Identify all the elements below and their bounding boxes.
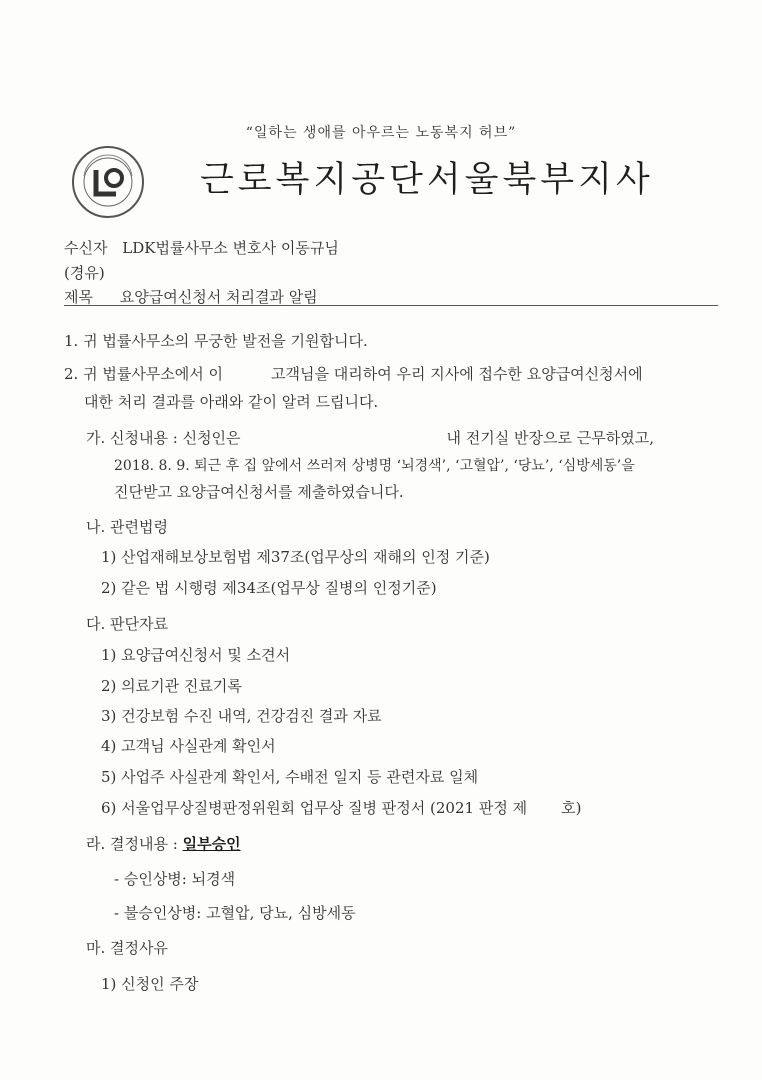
section-da-item-6-part-b: 호): [561, 799, 582, 817]
decision-result: 일부승인: [182, 835, 241, 853]
subject-label: 제목: [64, 288, 93, 306]
paragraph-2-line-1: [64, 363, 643, 384]
agency-seal-logo: [70, 144, 146, 220]
section-na-heading: 나. 관련법령: [86, 518, 168, 536]
section-da-item-6-part-a: 6) 서울업무상질병판정위원회 업무상 질병 판정서 (2021 판정 제: [101, 799, 528, 817]
subject-value: 요양급여신청서 처리결과 알림: [119, 288, 318, 306]
paragraph-2-line-2: 대한 처리 결과를 아래와 같이 알려 드립니다.: [84, 393, 379, 411]
section-na-item: 1) 산업재해보상보험법 제37조(업무상의 재해의 인정 기준): [101, 548, 490, 566]
section-da-item: 2) 의료기관 진료기록: [101, 677, 242, 695]
section-ma-heading: 마. 결정사유: [86, 939, 168, 957]
section-ga-line-1: [86, 427, 654, 448]
section-ga-part-a: 가. 신청내용 : 신청인은: [86, 429, 241, 447]
section-ra-label: 라. 결정내용 :: [86, 835, 178, 853]
section-ga-line-3: 진단받고 요양급여신청서를 제출하였습니다.: [114, 483, 404, 501]
section-da-item: 1) 요양급여신청서 및 소견서: [101, 646, 291, 664]
via-line: (경유): [64, 264, 105, 282]
organization-name: 근로복지공단서울북부지사: [200, 160, 654, 200]
paragraph-2-part-a: 2. 귀 법률사무소에서 이: [64, 365, 224, 383]
section-ra-item: - 불승인상병: 고혈압, 당뇨, 심방세동: [114, 904, 356, 922]
section-ra-heading: [86, 833, 241, 854]
section-na-item: 2) 같은 법 시행령 제34조(업무상 질병의 인정기준): [101, 579, 437, 597]
section-da-item: 3) 건강보험 수진 내역, 건강검진 결과 자료: [101, 707, 382, 725]
section-ra-item: - 승인상병: 뇌경색: [114, 870, 236, 888]
recipient-line: [64, 237, 339, 258]
section-da-item: 4) 고객님 사실관계 확인서: [101, 737, 276, 755]
slogan: “일하는 생애를 아우르는 노동복지 허브”: [245, 125, 517, 141]
paragraph-1: 1. 귀 법률사무소의 무궁한 발전을 기원합니다.: [64, 332, 368, 350]
header-divider: [64, 305, 718, 306]
subject-line: [64, 286, 318, 307]
recipient-value: LDK법률사무소 변호사 이동규님: [122, 239, 339, 257]
section-ma-item: 1) 신청인 주장: [101, 975, 199, 993]
section-da-item: 5) 사업주 사실관계 확인서, 수배전 일지 등 관련자료 일체: [101, 768, 479, 786]
section-ga-line-2: 2018. 8. 9. 퇴근 후 집 앞에서 쓰러져 상병명 ‘뇌경색’, ‘고혈압’, ‘당뇨’, ‘심방세동’을: [114, 458, 635, 474]
section-da-heading: 다. 판단자료: [86, 615, 168, 633]
paragraph-2-part-b: 고객님을 대리하여 우리 지사에 접수한 요양급여신청서에: [271, 365, 643, 383]
section-da-item-6: [101, 797, 581, 818]
recipient-label: 수신자: [64, 239, 108, 257]
section-ga-part-b: 내 전기실 반장으로 근무하였고,: [446, 429, 654, 447]
